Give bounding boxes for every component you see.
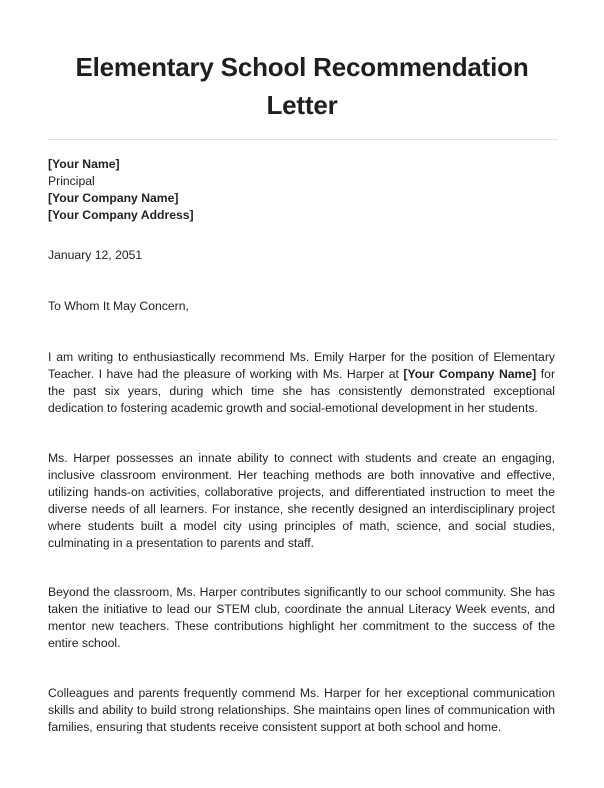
paragraph-4: Colleagues and parents frequently commend Ms. Harper for her exceptional communication skills and ability to build strong relationships. She maintains open lines of communication with families, ensuring that students receive consistent support at both school and home.: [48, 686, 555, 734]
paragraph-2: Ms. Harper possesses an innate ability to connect with students and create an engaging, inclusive classroom environment. Her teaching methods are both innovative and effective, utilizing hands-on activities, collaborative projects, and differentiated instruction to meet the diverse needs of all learners. For instance, she recently designed an interdisciplinary project where students built a model city using principles of math, science, and social studies, culminating in a presentation to parents and staff.: [48, 451, 555, 550]
paragraph-1-company: [Your Company Name]: [403, 367, 537, 381]
sender-address: [Your Company Address]: [48, 208, 194, 222]
sender-name: [Your Name]: [48, 157, 120, 171]
document-title: Elementary School Recommendation Letter: [75, 52, 529, 120]
sender-company: [Your Company Name]: [48, 191, 179, 205]
sender-block: [48, 156, 555, 224]
paragraph-1: [48, 349, 555, 417]
title-divider: [48, 139, 558, 140]
paragraph-1-rest: for the past six years, during which time she has consistently demonstrated exceptional dedication to fostering academic growth and social-emotional development in her students.: [48, 367, 556, 415]
sender-position: Principal: [48, 174, 95, 188]
letter-date: January 12, 2051: [48, 248, 143, 262]
letter-greeting: To Whom It May Concern,: [48, 299, 189, 313]
paragraph-3: Beyond the classroom, Ms. Harper contributes significantly to our school community. She has taken the initiative to lead our STEM club, coordinate the annual Literacy Week events, and mentor new teachers. These contributions highlight her commitment to the success of the entire school.: [48, 585, 555, 650]
paragraph-1-intro: I am writing to enthusiastically recommend Ms. Emily Harper for the position of Elementary Teacher. I have had the pleasure of working with Ms. Harper at: [48, 350, 555, 381]
